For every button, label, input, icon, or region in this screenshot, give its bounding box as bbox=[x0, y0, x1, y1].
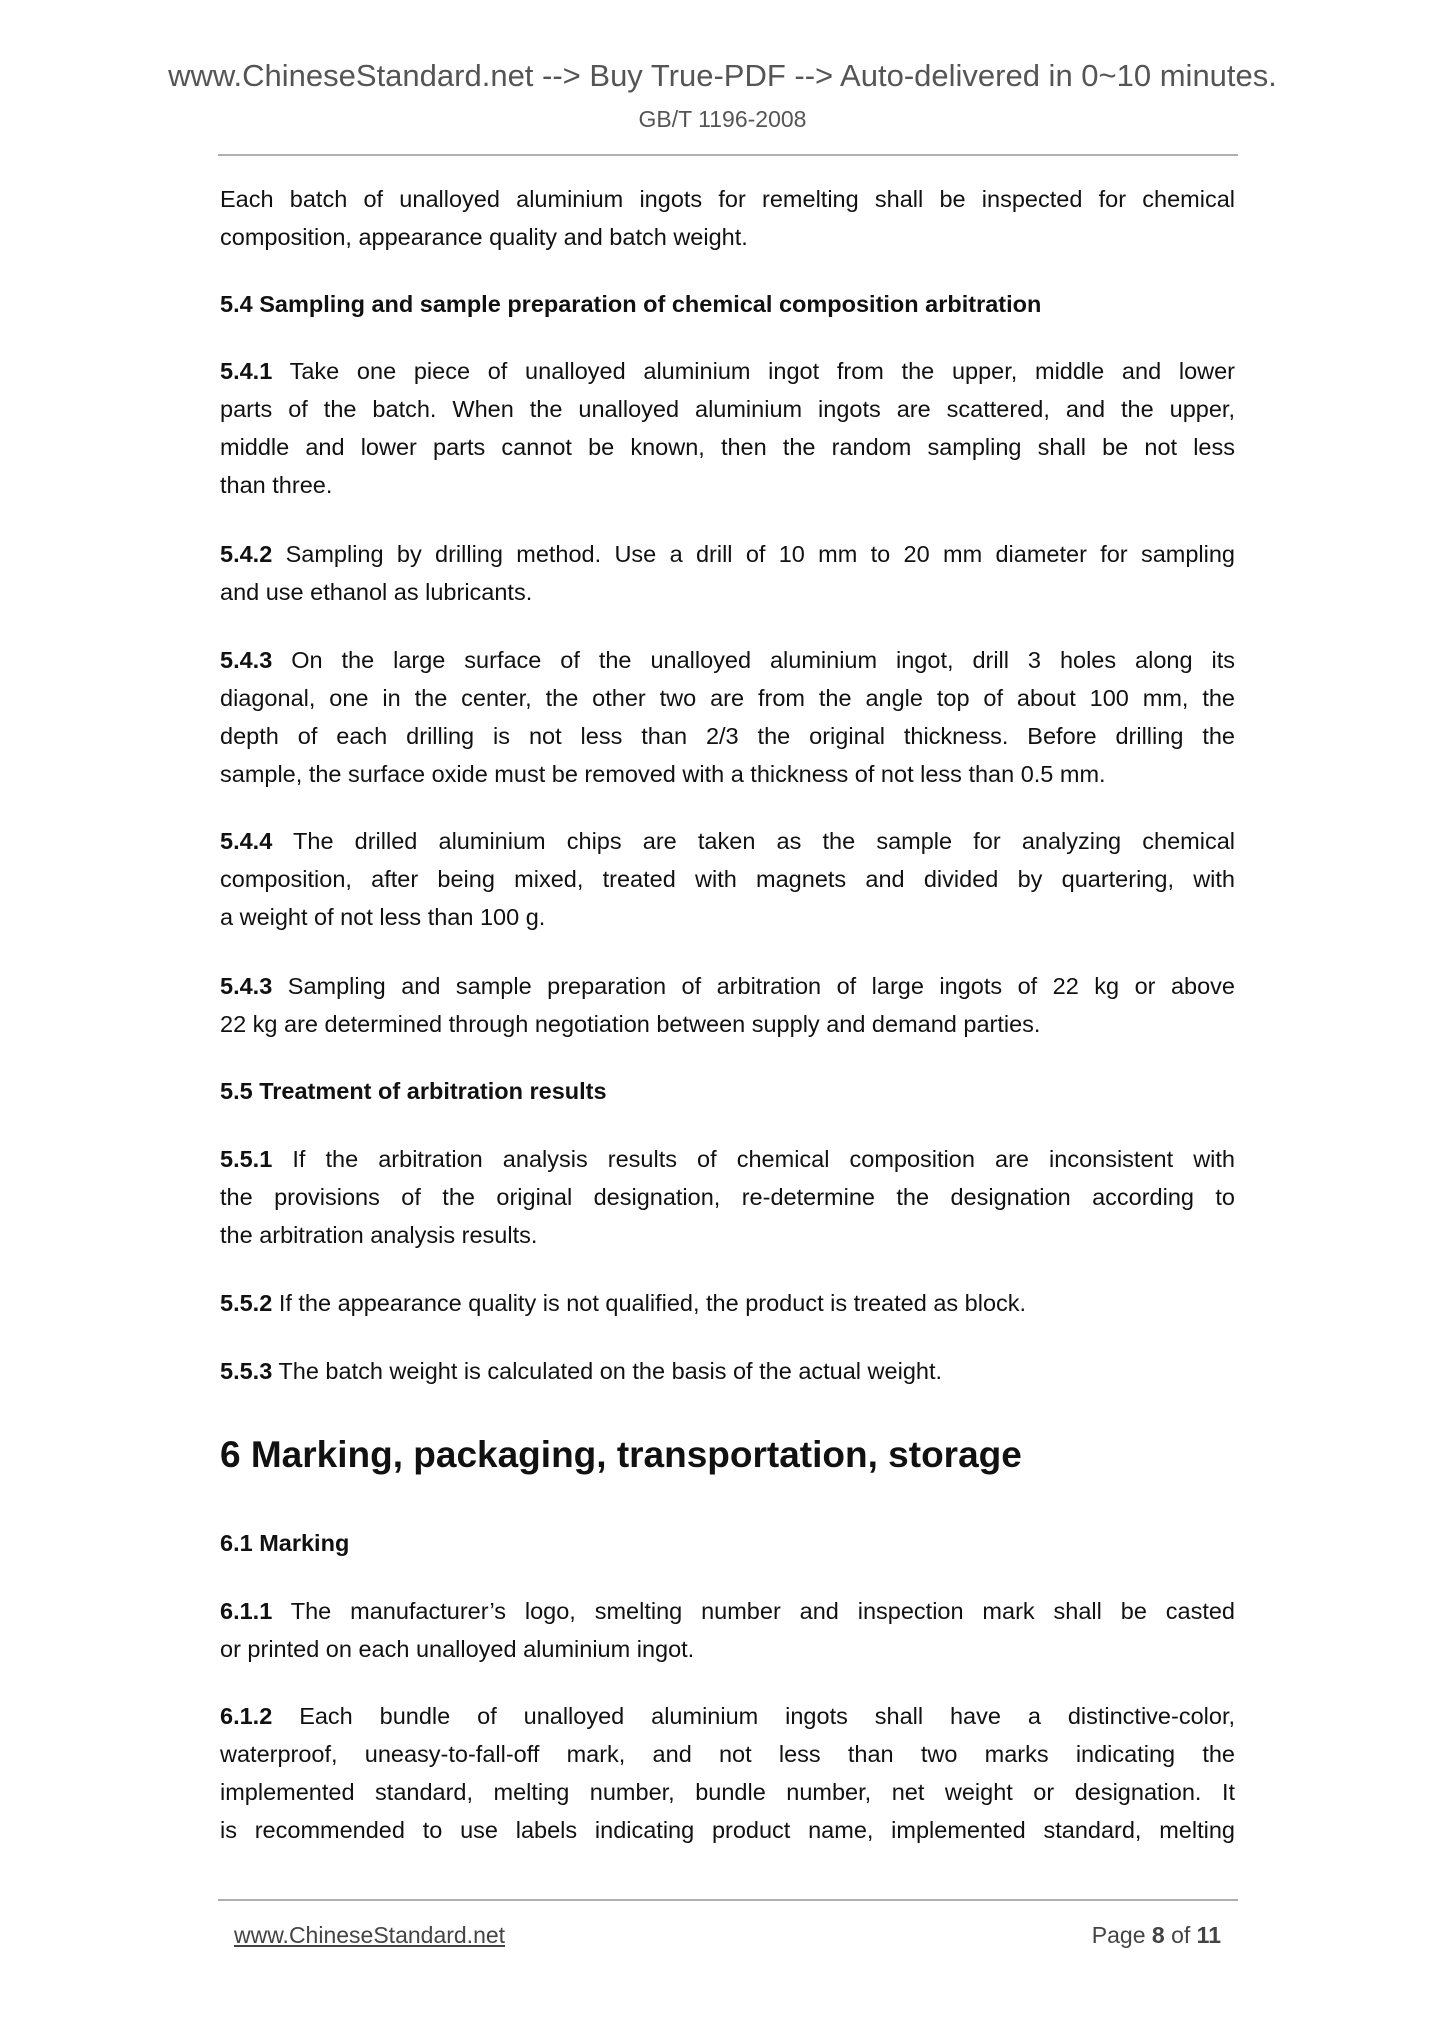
text-line bbox=[220, 218, 1235, 256]
paragraph-6-1-2 bbox=[220, 1697, 1235, 1849]
header-title: www.ChineseStandard.net --> Buy True-PDF --> Auto-delivered in 0~10 minutes. bbox=[168, 58, 1277, 93]
line-text: If the arbitration analysis results of chemical composition are inconsistent with bbox=[292, 1146, 1235, 1172]
text-line bbox=[220, 573, 1235, 611]
page-of: of bbox=[1171, 1922, 1191, 1948]
line-text: implemented standard, melting number, bundle number, net weight or designation. It bbox=[220, 1779, 1235, 1805]
text-line bbox=[220, 1773, 1235, 1811]
paragraph-5-4-2 bbox=[220, 535, 1235, 611]
clause-number: 5.5.1 bbox=[220, 1146, 273, 1172]
paragraph-5-4-3 bbox=[220, 641, 1235, 793]
line-text: Sampling by drilling method. Use a drill of 10 mm to 20 mm diameter for sampling bbox=[285, 541, 1235, 567]
paragraph-5-5-3 bbox=[220, 1352, 1235, 1390]
line-text: If the appearance quality is not qualified, the product is treated as block. bbox=[278, 1290, 1027, 1316]
line-text: On the large surface of the unalloyed aluminium ingot, drill 3 holes along its bbox=[291, 647, 1235, 673]
line-text: sample, the surface oxide must be removed with a thickness of not less than 0.5 mm. bbox=[220, 761, 1106, 787]
paragraph-5-4-1 bbox=[220, 352, 1235, 504]
clause-number: 5.4.3 bbox=[220, 973, 273, 999]
clause-number: 6.1.1 bbox=[220, 1598, 273, 1624]
text-line bbox=[220, 1735, 1235, 1773]
text-line bbox=[220, 1811, 1235, 1849]
text-line bbox=[220, 1352, 1235, 1390]
current-page: 8 bbox=[1151, 1922, 1165, 1948]
text-line bbox=[220, 755, 1235, 793]
clause-number: 5.4.2 bbox=[220, 541, 273, 567]
text-line bbox=[220, 428, 1235, 466]
text-line bbox=[220, 352, 1235, 390]
text-line bbox=[220, 1697, 1235, 1735]
subsection-heading: 5.4 Sampling and sample preparation of chemical composition arbitration bbox=[220, 291, 1042, 317]
text-line bbox=[220, 641, 1235, 679]
line-text: the arbitration analysis results. bbox=[220, 1222, 538, 1248]
line-text: composition, appearance quality and batch weight. bbox=[220, 224, 748, 250]
clause-number: 5.4.4 bbox=[220, 828, 273, 854]
line-text: is recommended to use labels indicating product name, implemented standard, melting bbox=[220, 1817, 1235, 1843]
text-line bbox=[220, 1178, 1235, 1216]
line-text: The manufacturer’s logo, smelting number and inspection mark shall be casted bbox=[290, 1598, 1236, 1624]
clause-number: 6.1.2 bbox=[220, 1703, 273, 1729]
line-text: diagonal, one in the center, the other two are from the angle top of about 100 mm, the bbox=[220, 685, 1235, 711]
text-line bbox=[220, 898, 1235, 936]
footer-website-link[interactable]: www.ChineseStandard.net bbox=[234, 1922, 506, 1948]
line-text: or printed on each unalloyed aluminium ingot. bbox=[220, 1636, 695, 1662]
line-text: The drilled aluminium chips are taken as the sample for analyzing chemical bbox=[293, 828, 1235, 854]
text-line bbox=[220, 1140, 1235, 1178]
text-line bbox=[220, 1284, 1235, 1322]
text-line bbox=[220, 717, 1235, 755]
paragraph-5-5-2 bbox=[220, 1284, 1235, 1322]
text-line bbox=[220, 1592, 1235, 1630]
text-line bbox=[220, 860, 1235, 898]
text-line bbox=[220, 679, 1235, 717]
text-line bbox=[220, 1005, 1235, 1043]
total-pages: 11 bbox=[1196, 1922, 1221, 1948]
line-text: The batch weight is calculated on the basis of the actual weight. bbox=[278, 1358, 943, 1384]
section-heading: 6 Marking, packaging, transportation, storage bbox=[220, 1434, 1022, 1475]
text-line bbox=[220, 967, 1235, 1005]
line-text: composition, after being mixed, treated with magnets and divided by quartering, with bbox=[220, 866, 1235, 892]
text-line bbox=[220, 822, 1235, 860]
header-divider bbox=[218, 154, 1238, 156]
text-line bbox=[220, 390, 1235, 428]
clause-number: 5.5.2 bbox=[220, 1290, 273, 1316]
text-line bbox=[220, 535, 1235, 573]
line-text: Take one piece of unalloyed aluminium ingot from the upper, middle and lower bbox=[289, 358, 1236, 384]
subsection-heading: 5.5 Treatment of arbitration results bbox=[220, 1078, 607, 1104]
line-text: Sampling and sample preparation of arbitration of large ingots of 22 kg or above bbox=[287, 973, 1235, 999]
clause-number: 5.4.3 bbox=[220, 647, 273, 673]
text-line bbox=[220, 1216, 1235, 1254]
paragraph-5-4-3 bbox=[220, 967, 1235, 1043]
clause-number: 5.4.1 bbox=[220, 358, 273, 384]
paragraph bbox=[220, 180, 1235, 256]
line-text: middle and lower parts cannot be known, then the random sampling shall be not less bbox=[220, 434, 1235, 460]
page-indicator bbox=[1092, 1922, 1221, 1949]
line-text: Each bundle of unalloyed aluminium ingots shall have a distinctive-color, bbox=[299, 1703, 1235, 1729]
line-text: the provisions of the original designation, re-determine the designation according to bbox=[220, 1184, 1235, 1210]
paragraph-5-5-1 bbox=[220, 1140, 1235, 1254]
paragraph-5-4-4 bbox=[220, 822, 1235, 936]
page-label: Page bbox=[1091, 1922, 1146, 1948]
line-text: waterproof, uneasy-to-fall-off mark, and not less than two marks indicating the bbox=[220, 1741, 1235, 1767]
clause-number: 5.5.3 bbox=[220, 1358, 273, 1384]
footer-divider bbox=[218, 1899, 1238, 1901]
text-line bbox=[220, 466, 1235, 504]
standard-number: GB/T 1196-2008 bbox=[638, 106, 807, 132]
paragraph-6-1-1 bbox=[220, 1592, 1235, 1668]
text-line bbox=[220, 180, 1235, 218]
line-text: Each batch of unalloyed aluminium ingots for remelting shall be inspected for chemical bbox=[220, 186, 1235, 212]
line-text: depth of each drilling is not less than 2/3 the original thickness. Before drilling the bbox=[220, 723, 1235, 749]
line-text: and use ethanol as lubricants. bbox=[220, 579, 533, 605]
text-line bbox=[220, 1630, 1235, 1668]
line-text: than three. bbox=[220, 472, 333, 498]
line-text: parts of the batch. When the unalloyed aluminium ingots are scattered, and the upper, bbox=[220, 396, 1235, 422]
line-text: 22 kg are determined through negotiation between supply and demand parties. bbox=[220, 1011, 1041, 1037]
line-text: a weight of not less than 100 g. bbox=[220, 904, 546, 930]
subsection-heading: 6.1 Marking bbox=[220, 1530, 350, 1556]
